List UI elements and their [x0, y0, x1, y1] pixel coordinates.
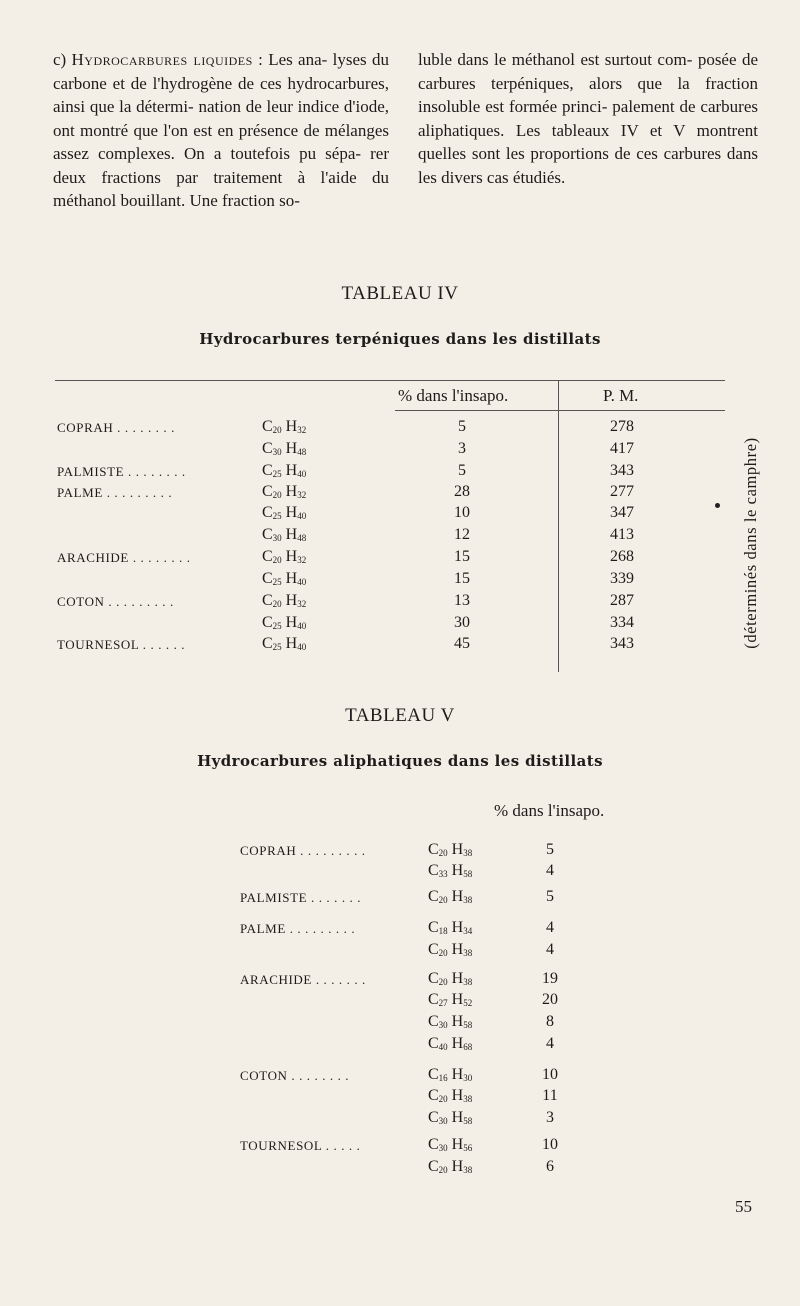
- carbon-count: 25: [272, 621, 282, 631]
- page-number: 55: [735, 1197, 752, 1216]
- table5-formula: $C_{27}$ $H_{52}$: [428, 991, 473, 1008]
- table4-top-rule: [55, 380, 725, 381]
- table5-pct: 5: [546, 841, 554, 858]
- left-line-7: du méthanol bouillant. Une fraction so-: [53, 167, 389, 210]
- table5-formula: $C_{20}$ $H_{38}$: [428, 970, 473, 987]
- table4-pct: 12: [454, 526, 470, 543]
- hydrogen-count: 32: [297, 490, 307, 500]
- section-prefix: c): [53, 50, 72, 69]
- hydrogen-count: 34: [463, 926, 473, 936]
- table4-row-name: COTON . . . . . . . . .: [57, 594, 174, 609]
- carbon-count: 20: [272, 555, 282, 565]
- table5-formula: $C_{20}$ $H_{38}$: [428, 1087, 473, 1104]
- table4-formula: $C_{25}$ $H_{40}$: [262, 635, 307, 652]
- table4-side-note: [733, 405, 769, 680]
- carbon-count: 30: [438, 1020, 448, 1030]
- carbon-count: 20: [272, 490, 282, 500]
- table4-column-rule: [558, 380, 559, 672]
- hydrogen-count: 40: [297, 642, 307, 652]
- table4-row-name: TOURNESOL . . . . . .: [57, 637, 186, 652]
- table4-formula: $C_{25}$ $H_{40}$: [262, 504, 307, 521]
- table4-formula: $C_{25}$ $H_{40}$: [262, 570, 307, 587]
- table4-pm: 287: [610, 592, 634, 609]
- carbon-count: 20: [438, 1094, 448, 1104]
- table5-row-name: PALMISTE . . . . . . .: [240, 890, 362, 905]
- left-line-6: rer deux fractions par traitement à l'aide: [53, 144, 390, 187]
- table4-formula: $C_{25}$ $H_{40}$: [262, 614, 307, 631]
- table4-title: TABLEAU IV: [341, 283, 459, 304]
- hydrogen-count: 40: [297, 469, 307, 479]
- table4-formula: $C_{30}$ $H_{48}$: [262, 440, 307, 457]
- right-line-3: palement de carbures aliphatiques. Les: [418, 97, 759, 140]
- table4-row-name: ARACHIDE . . . . . . . .: [57, 550, 191, 565]
- left-line-3: nation de leur indice d'iode, ont montré: [53, 97, 389, 140]
- carbon-count: 20: [272, 425, 282, 435]
- hydrogen-count: 32: [297, 555, 307, 565]
- right-line-2: la fraction insoluble est formée princi-: [418, 73, 758, 116]
- hydrogen-count: 38: [463, 1094, 473, 1104]
- hydrogen-count: 58: [463, 1116, 473, 1126]
- table4-formula: $C_{20}$ $H_{32}$: [262, 592, 307, 609]
- carbon-count: 20: [272, 599, 282, 609]
- hydrogen-count: 32: [297, 425, 307, 435]
- left-line-0: Les ana-: [268, 50, 328, 69]
- table5-formula: $C_{18}$ $H_{34}$: [428, 919, 473, 936]
- table5-formula: $C_{30}$ $H_{58}$: [428, 1109, 473, 1126]
- carbon-count: 30: [272, 447, 282, 457]
- table5-formula: $C_{30}$ $H_{58}$: [428, 1013, 473, 1030]
- table5-row-name: COPRAH . . . . . . . . .: [240, 843, 366, 858]
- right-line-1: posée de carbures terpéniques, alors que: [418, 50, 759, 93]
- table4-header-rule: [395, 410, 725, 411]
- table4-formula: $C_{30}$ $H_{48}$: [262, 526, 307, 543]
- table4-pct: 10: [454, 504, 470, 521]
- table4-pm: 413: [610, 526, 634, 543]
- table4-formula: $C_{25}$ $H_{40}$: [262, 462, 307, 479]
- hydrogen-count: 32: [297, 599, 307, 609]
- bullet-dot: [715, 503, 720, 508]
- left-line-2: ces hydrocarbures, ainsi que la détermi-: [53, 73, 389, 116]
- hydrogen-count: 40: [297, 621, 307, 631]
- table5-row-name: PALME . . . . . . . . .: [240, 921, 356, 936]
- hydrogen-count: 38: [463, 895, 473, 905]
- hydrogen-count: 38: [463, 977, 473, 987]
- table4-pm: 278: [610, 418, 634, 435]
- hydrogen-count: 30: [463, 1073, 473, 1083]
- table4-row-name: COPRAH . . . . . . . .: [57, 420, 175, 435]
- table5-formula: $C_{20}$ $H_{38}$: [428, 841, 473, 858]
- table4-note-text: (déterminés dans le camphre): [741, 436, 760, 649]
- table5-pct: 11: [542, 1087, 558, 1104]
- right-line-0: luble dans le méthanol est surtout com-: [418, 50, 693, 69]
- right-line-6: divers cas étudiés.: [441, 167, 566, 187]
- section-heading: Hydrocarbures liquides: [71, 50, 253, 69]
- carbon-count: 30: [438, 1143, 448, 1153]
- table5-row-name: TOURNESOL . . . . .: [240, 1138, 361, 1153]
- table5-formula: $C_{16}$ $H_{30}$: [428, 1066, 473, 1083]
- table4-pm: 343: [610, 462, 634, 479]
- table4-formula: $C_{20}$ $H_{32}$: [262, 548, 307, 565]
- carbon-count: 25: [272, 469, 282, 479]
- table5-pct: 6: [546, 1158, 554, 1175]
- table4-pct: 5: [458, 462, 466, 479]
- table5-pct: 4: [546, 941, 554, 958]
- table5-pct: 4: [546, 862, 554, 879]
- hydrogen-count: 68: [463, 1042, 473, 1052]
- table4-pct: 28: [454, 483, 470, 500]
- left-line-4: que l'on est en présence de mélanges: [133, 120, 390, 140]
- table5-pct: 19: [542, 970, 558, 987]
- table5-pct-header: % dans l'insapo.: [494, 801, 605, 820]
- table4-pct-header: % dans l'insapo.: [398, 386, 509, 405]
- table4-pm: 334: [610, 614, 634, 631]
- table4-pm: 339: [610, 570, 634, 587]
- hydrogen-count: 48: [297, 533, 307, 543]
- table5-formula: $C_{20}$ $H_{38}$: [428, 1158, 473, 1175]
- carbon-count: 20: [438, 848, 448, 858]
- carbon-count: 20: [438, 977, 448, 987]
- table4-pm: 417: [610, 440, 634, 457]
- right-column-text: [418, 48, 758, 189]
- hydrogen-count: 38: [463, 1165, 473, 1175]
- carbon-count: 20: [438, 895, 448, 905]
- table5-pct: 4: [546, 919, 554, 936]
- table5-pct: 5: [546, 888, 554, 905]
- table4-pct: 45: [454, 635, 470, 652]
- hydrogen-count: 40: [297, 577, 307, 587]
- carbon-count: 16: [438, 1073, 448, 1083]
- table4-pct: 3: [458, 440, 466, 457]
- table4-row-name: PALME . . . . . . . . .: [57, 485, 173, 500]
- table4-pm: 347: [610, 504, 634, 521]
- table4-pct: 15: [454, 548, 470, 565]
- table5-formula: $C_{20}$ $H_{38}$: [428, 941, 473, 958]
- carbon-count: 30: [272, 533, 282, 543]
- table4-pct: 13: [454, 592, 470, 609]
- carbon-count: 20: [438, 948, 448, 958]
- carbon-count: 20: [438, 1165, 448, 1175]
- left-line-1: lyses du carbone et de l'hydrogène de: [53, 50, 389, 93]
- hydrogen-count: 58: [463, 869, 473, 879]
- table5-formula: $C_{33}$ $H_{58}$: [428, 862, 473, 879]
- table5-formula: $C_{20}$ $H_{38}$: [428, 888, 473, 905]
- table5-row-name: COTON . . . . . . . .: [240, 1068, 350, 1083]
- carbon-count: 25: [272, 642, 282, 652]
- table5-title: TABLEAU V: [345, 705, 455, 726]
- hydrogen-count: 40: [297, 511, 307, 521]
- table5-pct: 10: [542, 1066, 558, 1083]
- carbon-count: 25: [272, 577, 282, 587]
- carbon-count: 18: [438, 926, 448, 936]
- hydrogen-count: 38: [463, 848, 473, 858]
- right-line-5: les proportions de ces carbures dans les: [418, 144, 758, 187]
- table4-pct: 5: [458, 418, 466, 435]
- table5-pct: 10: [542, 1136, 558, 1153]
- table4-subtitle: Hydrocarbures terpéniques dans les distillats: [199, 330, 601, 348]
- table4-pm: 343: [610, 635, 634, 652]
- table4-pct: 15: [454, 570, 470, 587]
- table5-pct: 8: [546, 1013, 554, 1030]
- table4-pct: 30: [454, 614, 470, 631]
- left-column-text: c) Hydrocarbures liquides : Les ana- lyses du carbone et de l'hydrogène de ces hydrocarbures, ainsi que la détermi- nation de leur indice d'iode, ont montré que l'on est en présence de mélanges assez complexes. On a toutefois pu sépa- rer deux fractions par traitement à l'aide du méthanol bouillant. Une fraction so-: [53, 50, 390, 210]
- carbon-count: 27: [438, 998, 448, 1008]
- table4-formula: $C_{20}$ $H_{32}$: [262, 418, 307, 435]
- carbon-count: 33: [438, 869, 448, 879]
- table5-pct: 3: [546, 1109, 554, 1126]
- table5-pct: 20: [542, 991, 558, 1008]
- hydrogen-count: 56: [463, 1143, 473, 1153]
- carbon-count: 30: [438, 1116, 448, 1126]
- table5-formula: $C_{40}$ $H_{68}$: [428, 1035, 473, 1052]
- left-line-5: assez complexes. On a toutefois pu sépa-: [53, 144, 362, 163]
- hydrogen-count: 48: [297, 447, 307, 457]
- table4-pm: 277: [610, 483, 634, 500]
- table5-formula: $C_{30}$ $H_{56}$: [428, 1136, 473, 1153]
- table4-formula: $C_{20}$ $H_{32}$: [262, 483, 307, 500]
- table4-pm: 268: [610, 548, 634, 565]
- hydrogen-count: 52: [463, 998, 473, 1008]
- carbon-count: 25: [272, 511, 282, 521]
- hydrogen-count: 58: [463, 1020, 473, 1030]
- table4-row-name: PALMISTE . . . . . . . .: [57, 464, 186, 479]
- hydrogen-count: 38: [463, 948, 473, 958]
- right-line-4: tableaux IV et V montrent quelles sont: [418, 120, 758, 163]
- table4-pm-header: P. M.: [603, 386, 639, 405]
- carbon-count: 40: [438, 1042, 448, 1052]
- table5-row-name: ARACHIDE . . . . . . .: [240, 972, 366, 987]
- table5-subtitle: Hydrocarbures aliphatiques dans les distillats: [197, 752, 603, 770]
- table5-pct: 4: [546, 1035, 554, 1052]
